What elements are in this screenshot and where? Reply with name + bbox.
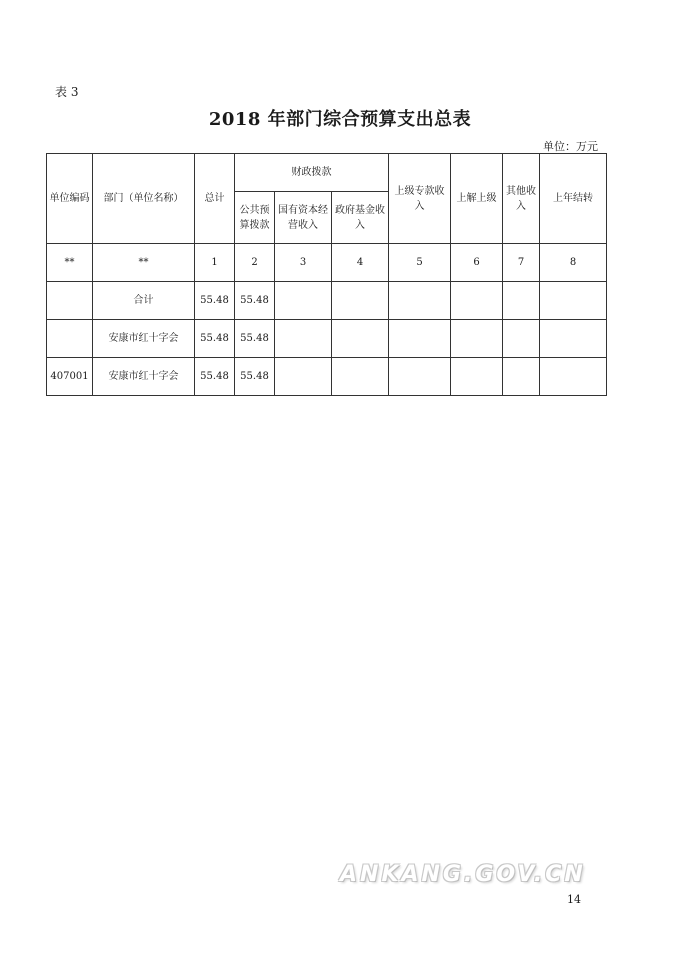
cell-empty [503, 358, 540, 396]
page-number: 14 [567, 893, 581, 906]
cell-empty [540, 320, 607, 358]
cell-name: 安康市红十字会 [93, 358, 195, 396]
cell-code [47, 282, 93, 320]
header-dept: 部门（单位名称） [93, 154, 195, 244]
cell-empty [275, 282, 332, 320]
table-row [47, 358, 607, 396]
header-carryover: 上年结转 [540, 154, 607, 244]
cell-total: 55.48 [195, 320, 235, 358]
index-cell: 5 [389, 244, 451, 282]
header-fiscal: 财政拨款 [235, 154, 389, 192]
index-cell: 8 [540, 244, 607, 282]
cell-empty [332, 320, 389, 358]
cell-empty [503, 320, 540, 358]
table-number-label: 表 3 [55, 85, 79, 99]
header-public-budget: 公共预算拨款 [235, 192, 275, 244]
header-superior-special: 上级专款收入 [389, 154, 451, 244]
cell-public-budget: 55.48 [235, 320, 275, 358]
cell-empty [451, 320, 503, 358]
index-row [47, 244, 607, 282]
table-row [47, 320, 607, 358]
header-other-income: 其他收入 [503, 154, 540, 244]
cell-empty [389, 320, 451, 358]
index-cell: 1 [195, 244, 235, 282]
cell-code: 407001 [47, 358, 93, 396]
cell-empty [275, 358, 332, 396]
header-state-capital: 国有资本经营收入 [275, 192, 332, 244]
cell-empty [503, 282, 540, 320]
unit-label: 单位：万元 [543, 140, 598, 153]
cell-empty [275, 320, 332, 358]
index-cell: 2 [235, 244, 275, 282]
cell-empty [540, 282, 607, 320]
cell-public-budget: 55.48 [235, 282, 275, 320]
index-cell: ** [47, 244, 93, 282]
cell-name: 安康市红十字会 [93, 320, 195, 358]
budget-table [46, 153, 607, 396]
index-cell: 3 [275, 244, 332, 282]
cell-empty [540, 358, 607, 396]
cell-empty [389, 282, 451, 320]
table-row [47, 282, 607, 320]
cell-empty [332, 282, 389, 320]
cell-name: 合计 [93, 282, 195, 320]
cell-empty [451, 282, 503, 320]
header-total: 总计 [195, 154, 235, 244]
header-upper-remit: 上解上级 [451, 154, 503, 244]
cell-total: 55.48 [195, 282, 235, 320]
header-gov-fund: 政府基金收入 [332, 192, 389, 244]
cell-public-budget: 55.48 [235, 358, 275, 396]
header-unit-code: 单位编码 [47, 154, 93, 244]
index-cell: ** [93, 244, 195, 282]
index-cell: 4 [332, 244, 389, 282]
site-watermark: ANKANG.GOV.CN [340, 862, 586, 887]
index-cell: 6 [451, 244, 503, 282]
page-title: 2018 年部门综合预算支出总表 [208, 109, 472, 130]
cell-total: 55.48 [195, 358, 235, 396]
cell-code [47, 320, 93, 358]
cell-empty [332, 358, 389, 396]
cell-empty [389, 358, 451, 396]
cell-empty [451, 358, 503, 396]
index-cell: 7 [503, 244, 540, 282]
